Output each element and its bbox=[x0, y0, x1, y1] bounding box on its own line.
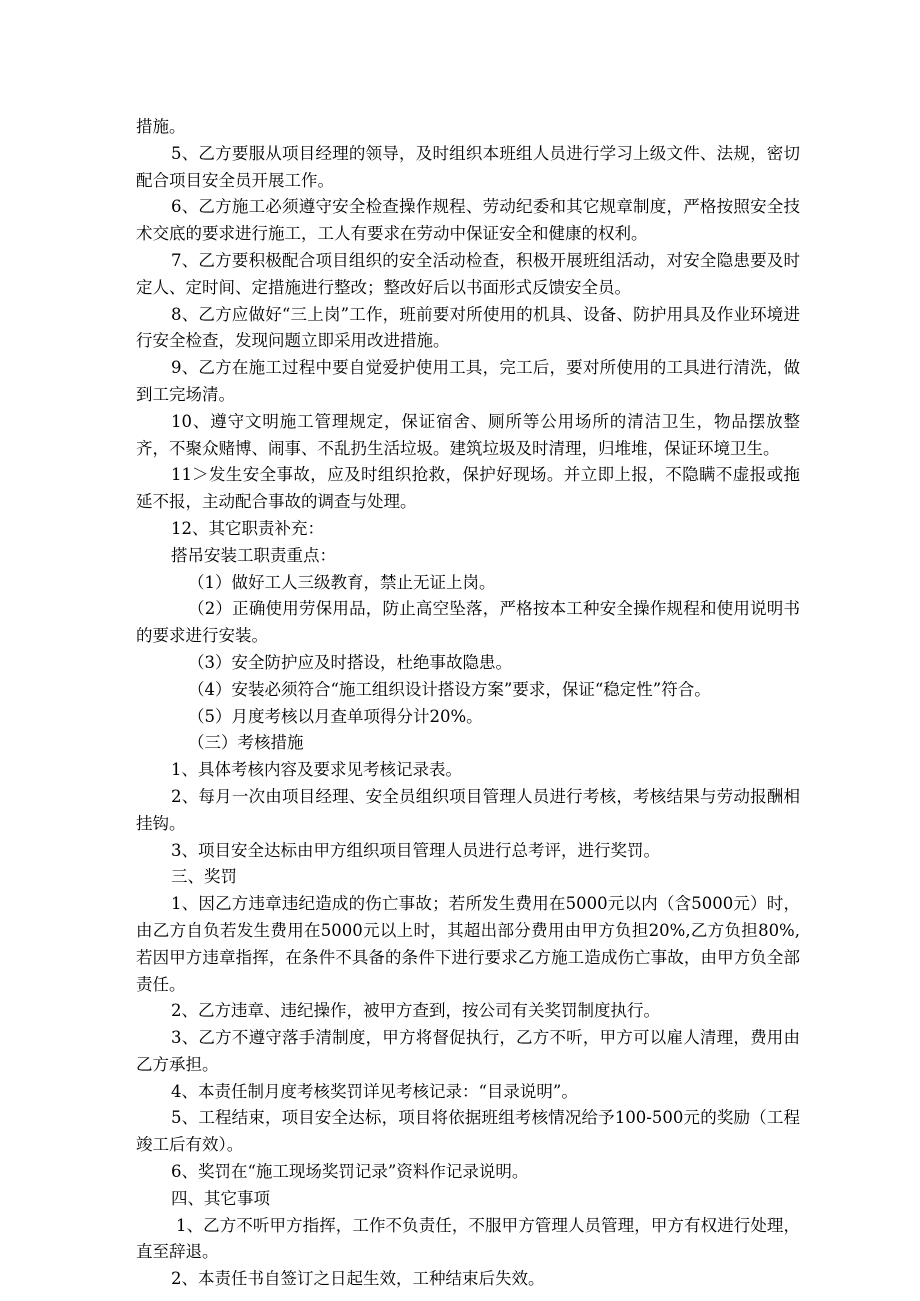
paragraph: 12、其它职责补充： bbox=[171, 518, 324, 538]
paragraph: 3、项目安全达标由甲方组织项目管理人员进行总考评，进行奖罚。 bbox=[171, 840, 660, 860]
paragraph: 措施。 bbox=[136, 117, 186, 136]
paragraph: 3、乙方不遵守落手清制度，甲方将督促执行，乙方不听，甲方可以雇人清理，费用由乙方承担。 bbox=[136, 1028, 800, 1074]
paragraph: 1、因乙方违章违纪造成的伤亡事故；若所发生费用在5000元以内（含5000元）时，由乙方自负若发生费用在5000元以上时，其超出部分费用由甲方负担20%,乙方负担80%,若因甲方违章指挥，在条件不具备的条件下进行要求乙方施工造成伤亡事故，由甲方负全部责任。 bbox=[136, 894, 800, 994]
paragraph: 9、乙方在施工过程中要自觉爱护使用工具，完工后，要对所使用的工具进行清洗，做到工完场清。 bbox=[136, 358, 800, 404]
paragraph: 2、每月一次由项目经理、安全员组织项目管理人员进行考核，考核结果与劳动报酬相挂钩。 bbox=[136, 786, 800, 833]
paragraph: （4）安装必须符合“施工组织设计搭设方案”要求，保证“稳定性”符合。 bbox=[188, 679, 711, 699]
paragraph: 6、奖罚在“施工现场奖罚记录”资料作记录说明。 bbox=[171, 1162, 529, 1182]
paragraph: 6、乙方施工必须遵守安全检查操作规程、劳动纪委和其它规章制度，严格按照安全技术交底的要求进行施工，工人有要求在劳动中保证安全和健康的权利。 bbox=[136, 197, 800, 244]
paragraph: 2、乙方违章、违纪操作，被甲方查到，按公司有关奖罚制度执行。 bbox=[171, 1001, 660, 1021]
paragraph: （5）月度考核以月查单项得分计20%。 bbox=[188, 706, 483, 726]
paragraph: 7、乙方要积极配合项目组织的安全活动检查，积极开展班组活动，对安全隐患要及时定人、定时间、定措施进行整改；整改好后以书面形式反馈安全员。 bbox=[136, 250, 800, 297]
paragraph: 11＞发生安全事故，应及时组织抢救，保护好现场。并立即上报，不隐瞒不虚报或拖延不报，主动配合事故的调查与处理。 bbox=[136, 465, 800, 512]
paragraph: （三）考核措施 bbox=[188, 733, 304, 753]
paragraph: （2）正确使用劳保用品，防止高空坠落，严格按本工种安全操作规程和使用说明书的要求进行安装。 bbox=[136, 599, 800, 646]
paragraph: 4、本责任制月度考核奖罚详见考核记录：“目录说明”。 bbox=[171, 1081, 578, 1101]
section-heading: 四、其它事项 bbox=[171, 1188, 270, 1208]
section-heading: 三、奖罚 bbox=[171, 867, 237, 887]
paragraph: （3）安全防护应及时搭设，杜绝事故隐患。 bbox=[188, 652, 512, 672]
paragraph: 2、本责任书自签订之日起生效，工种结束后失效。 bbox=[171, 1269, 545, 1289]
paragraph: 5、乙方要服从项目经理的领导，及时组织本班组人员进行学习上级文件、法规，密切配合项目安全员开展工作。 bbox=[136, 143, 800, 190]
paragraph: 5、工程结束，项目安全达标，项目将依据班组考核情况给予100-500元的奖励（工程竣工后有效）。 bbox=[136, 1108, 800, 1155]
paragraph: 1、具体考核内容及要求见考核记录表。 bbox=[171, 760, 462, 780]
document-body bbox=[136, 114, 800, 1293]
paragraph: 8、乙方应做好“三上岗”工作，班前要对所使用的机具、设备、防护用具及作业环境进行安全检查，发现问题立即采用改进措施。 bbox=[136, 304, 800, 351]
paragraph: 1、乙方不听甲方指挥，工作不负责任，不服甲方管理人员管理，甲方有权进行处理，直至辞退。 bbox=[136, 1215, 800, 1262]
paragraph: （1）做好工人三级教育，禁止无证上岗。 bbox=[188, 572, 496, 592]
paragraph: 10、遵守文明施工管理规定，保证宿舍、厕所等公用场所的清洁卫生，物品摆放整齐，不聚众赌博、闹事、不乱扔生活垃圾。建筑垃圾及时清理，归堆堆，保证环境卫生。 bbox=[136, 411, 800, 458]
paragraph: 搭吊安装工职责重点： bbox=[171, 545, 336, 565]
